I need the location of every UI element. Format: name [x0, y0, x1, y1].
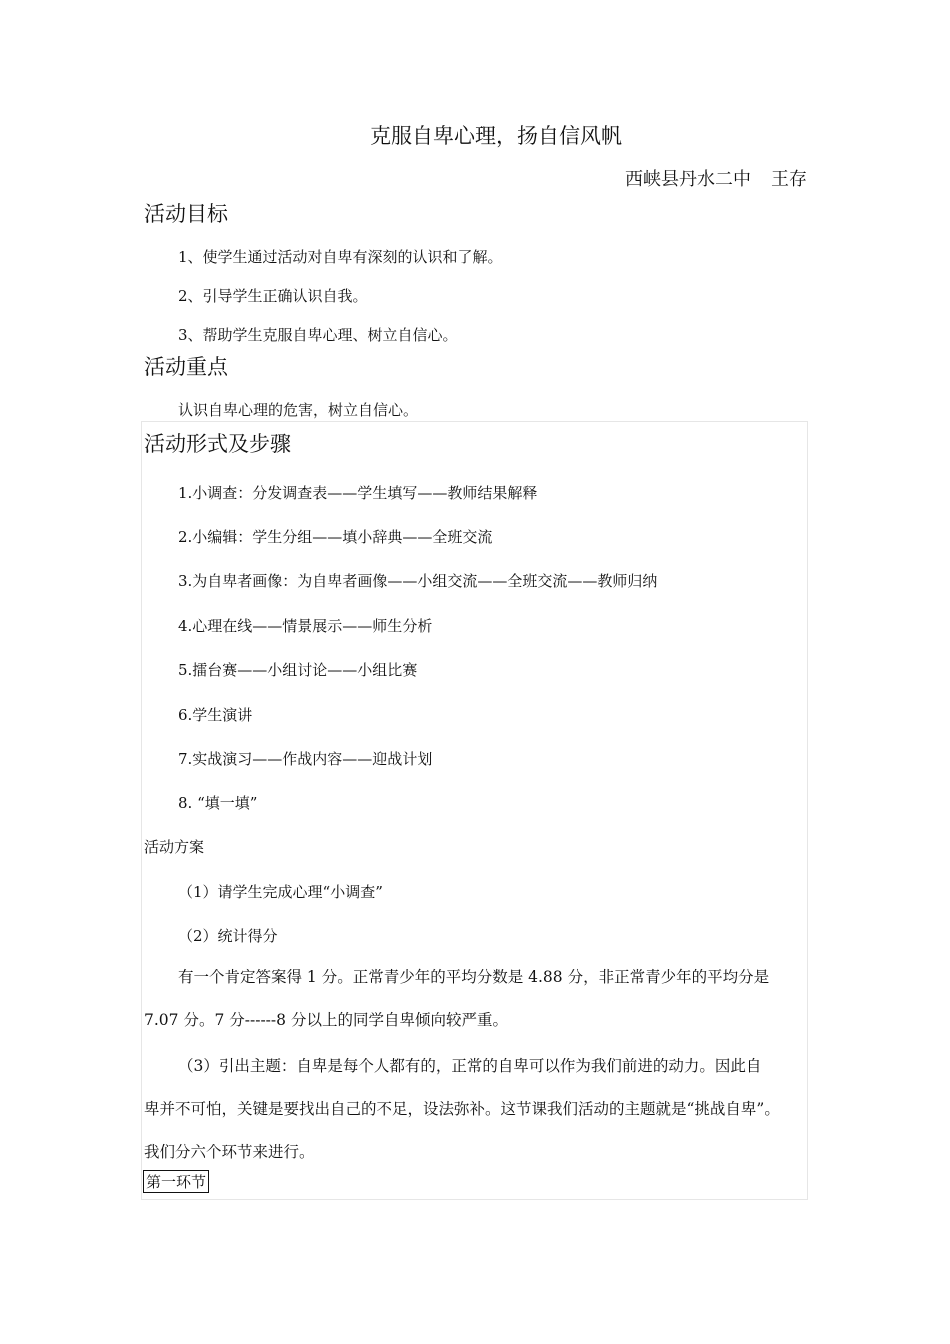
step-item: 3.为自卑者画像：为自卑者画像——小组交流——全班交流——教师归纳: [178, 572, 658, 590]
step-item: 1.小调查：分发调查表——学生填写——教师结果解释: [178, 484, 538, 502]
score-line-2: 7.07 分。7 分------8 分以上的同学自卑倾向较严重。: [144, 1011, 508, 1029]
step-item: 8. “填一填”: [178, 794, 258, 812]
goals-heading: 活动目标: [144, 202, 228, 226]
score-line-1: 有一个肯定答案得 1 分。正常青少年的平均分数是 4.88 分，非正常青少年的平均分是: [178, 968, 770, 986]
plan-item: （2）统计得分: [178, 927, 278, 945]
goal-item: 1、使学生通过活动对自卑有深刻的认识和了解。: [178, 248, 503, 266]
goal-item: 3、帮助学生克服自卑心理、树立自信心。: [178, 326, 458, 344]
step-item: 5.擂台赛——小组讨论——小组比赛: [178, 661, 418, 679]
plan-item: （1）请学生完成心理“小调查”: [178, 883, 383, 901]
focus-text: 认识自卑心理的危害，树立自信心。: [178, 401, 419, 419]
intro-paragraph: [144, 1045, 780, 1174]
author-name: 王存: [771, 169, 807, 190]
document-title: 克服自卑心理，扬自信风帆: [370, 124, 622, 148]
score-paragraph: [144, 956, 769, 1042]
step-item: 2.小编辑：学生分组——填小辞典——全班交流: [178, 528, 493, 546]
intro-line-3: 我们分六个环节来进行。: [144, 1143, 315, 1161]
author-school: 西峡县丹水二中: [625, 169, 751, 190]
focus-heading: 活动重点: [144, 355, 228, 379]
author-line: [625, 165, 807, 191]
intro-line-1: （3）引出主题：自卑是每个人都有的，正常的自卑可以作为我们前进的动力。因此自: [178, 1057, 762, 1075]
step-item: 6.学生演讲: [178, 706, 253, 724]
plan-heading: 活动方案: [144, 838, 205, 856]
section-tag: 第一环节: [143, 1170, 209, 1193]
step-item: 7.实战演习——作战内容——迎战计划: [178, 750, 433, 768]
goal-item: 2、引导学生正确认识自我。: [178, 287, 368, 305]
steps-heading: 活动形式及步骤: [144, 432, 291, 456]
intro-line-2: 卑并不可怕，关键是要找出自己的不足，设法弥补。这节课我们活动的主题就是“挑战自卑”。: [144, 1100, 780, 1118]
step-item: 4.心理在线——情景展示——师生分析: [178, 617, 433, 635]
